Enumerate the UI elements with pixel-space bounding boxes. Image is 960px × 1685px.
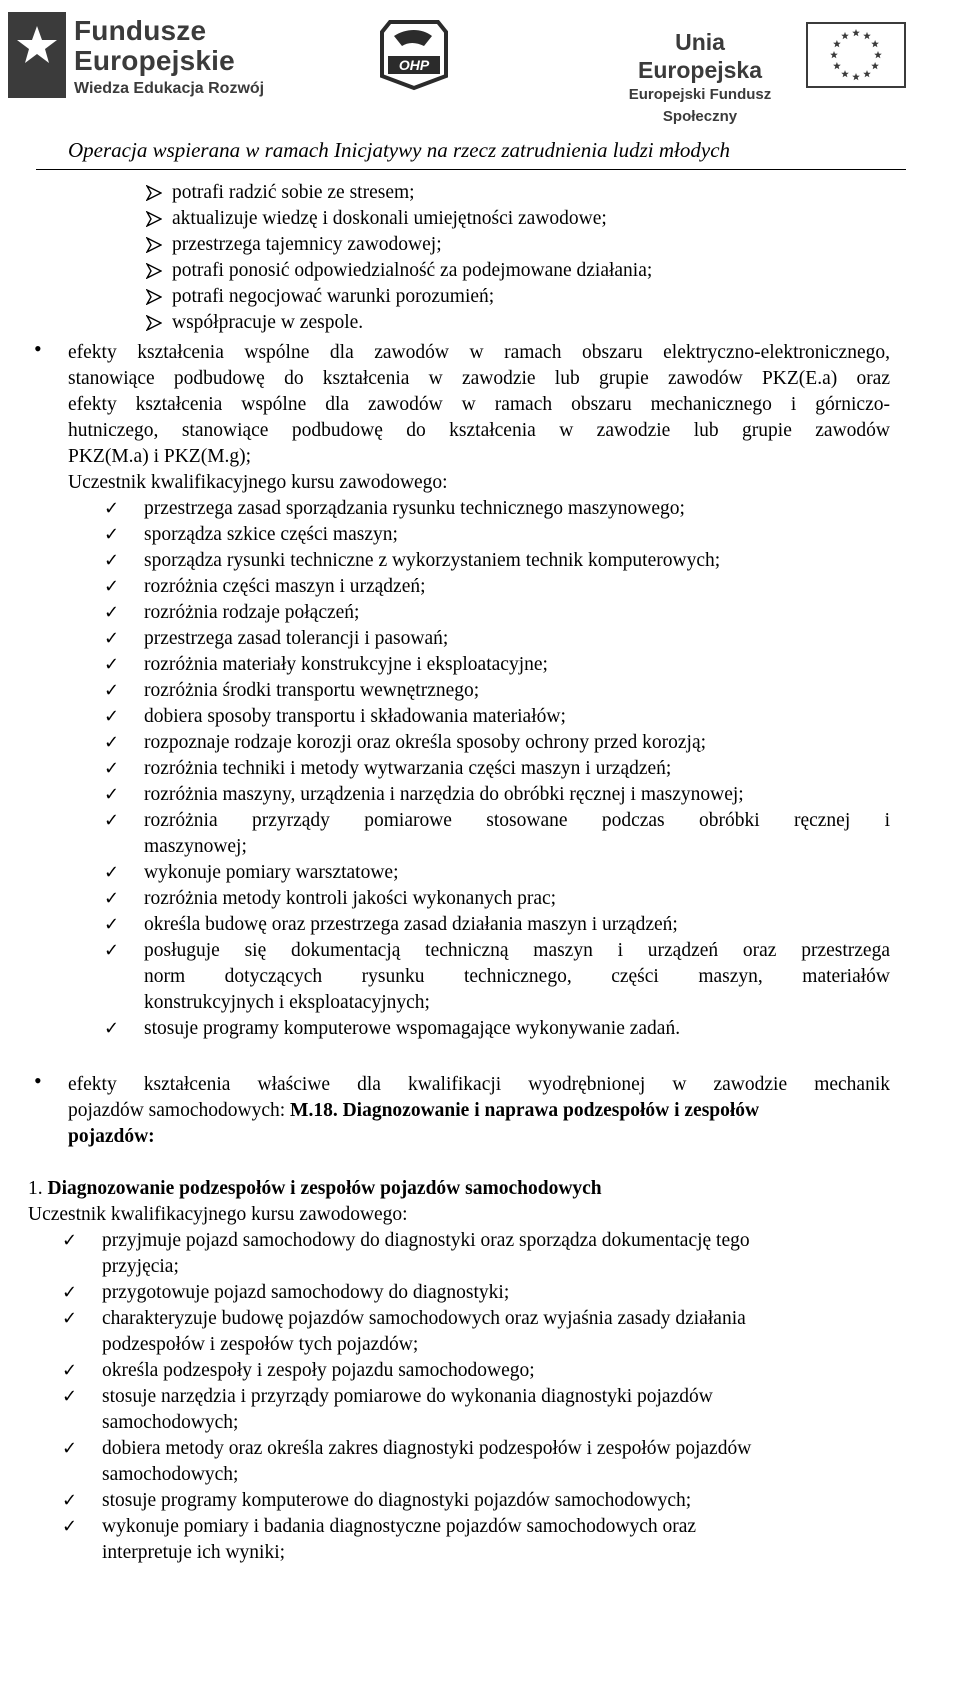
arrow-list-item: potrafi negocjować warunki porozumień; xyxy=(172,286,495,307)
checkmark-icon: ✓ xyxy=(104,1018,120,1039)
check-list-item-text: wykonuje pomiary warsztatowe; xyxy=(144,862,399,883)
bullet-dot: • xyxy=(34,1068,42,1093)
check-list-item-text: stosuje narzędzia i przyrządy pomiarowe do wykonania diagnostyki pojazdów xyxy=(102,1386,713,1407)
check-list-item-text: rozróżnia maszyny, urządzenia i narzędzia do obróbki ręcznej i maszynowej; xyxy=(144,784,744,805)
check-list-item-text: stosuje programy komputerowe wspomagające wykonywanie zadań. xyxy=(144,1018,681,1039)
check-list-item-text: przestrzega zasad sporządzania rysunku technicznego maszynowego; xyxy=(144,498,685,519)
checkmark-icon: ✓ xyxy=(104,576,120,597)
fe-logo-line1: Fundusze xyxy=(74,15,207,46)
bullet-dot: • xyxy=(34,336,42,361)
check-list-item-text: rozróżnia materiały konstrukcyjne i eksploatacyjne; xyxy=(144,654,548,675)
arrow-bullet-icon xyxy=(146,211,162,227)
checkmark-icon: ✓ xyxy=(62,1438,78,1459)
fundusze-europejskie-logo xyxy=(8,12,278,100)
arrow-bullet-icon xyxy=(146,263,162,279)
arrow-bullet-icon xyxy=(146,315,162,331)
check-list-item-text: dobiera metody oraz określa zakres diagnostyki podzespołów i zespołów pojazdów xyxy=(102,1438,752,1459)
section-number: 1. xyxy=(28,1178,48,1199)
checkmark-icon: ✓ xyxy=(62,1386,78,1407)
fe-logo-line3: Wiedza Edukacja Rozwój xyxy=(74,80,265,97)
check-list-item-text: charakteryzuje budowę pojazdów samochodowych oraz wyjaśnia zasady działania xyxy=(102,1308,746,1329)
check-list-item-text: rozróżnia metody kontroli jakości wykonanych prac; xyxy=(144,888,557,909)
ohp-logo xyxy=(376,16,452,92)
check-list-item-text: rozróżnia środki transportu wewnętrznego; xyxy=(144,680,480,701)
bullet1-text-line: stanowiące podbudowę do kształcenia w zawodzie lub grupie zawodów PKZ(E.a) oraz xyxy=(68,368,890,389)
arrow-list-item: potrafi radzić sobie ze stresem; xyxy=(172,182,415,203)
arrow-list-item: potrafi ponosić odpowiedzialność za podejmowane działania; xyxy=(172,260,653,281)
check-list-item-text: konstrukcyjnych i eksploatacyjnych; xyxy=(144,992,430,1013)
checkmark-icon: ✓ xyxy=(62,1490,78,1511)
checkmark-icon: ✓ xyxy=(104,732,120,753)
arrow-list-item: współpracuje w zespole. xyxy=(172,312,364,333)
checkmark-icon: ✓ xyxy=(104,654,120,675)
checkmark-icon: ✓ xyxy=(104,758,120,779)
check-list-item-text: maszynowej; xyxy=(144,836,247,857)
checkmark-icon: ✓ xyxy=(62,1360,78,1381)
section-title: Diagnozowanie podzespołów i zespołów pojazdów samochodowych xyxy=(47,1178,602,1199)
check-list-item-text: przygotowuje pojazd samochodowy do diagnostyki; xyxy=(102,1282,510,1303)
check-list-item-text: przestrzega zasad tolerancji i pasowań; xyxy=(144,628,449,649)
bullet1-text-line: PKZ(M.a) i PKZ(M.g); xyxy=(68,446,252,467)
check-list-item-text: rozróżnia części maszyn i urządzeń; xyxy=(144,576,426,597)
checkmark-icon: ✓ xyxy=(104,680,120,701)
checkmark-icon: ✓ xyxy=(104,940,120,961)
checkmark-icon: ✓ xyxy=(104,810,120,831)
bullet1-text-line: efekty kształcenia wspólne dla zawodów w ramach obszaru mechanicznego i górniczo- xyxy=(68,394,890,415)
checkmark-icon: ✓ xyxy=(104,602,120,623)
bullet2-text-line: efekty kształcenia właściwe dla kwalifikacji wyodrębnionej w zawodzie mechanik xyxy=(68,1074,890,1095)
checkmark-icon: ✓ xyxy=(62,1230,78,1251)
check-list-item-text: rozróżnia rodzaje połączeń; xyxy=(144,602,360,623)
check-list-item-text: rozróżnia techniki i metody wytwarzania części maszyn i urządzeń; xyxy=(144,758,672,779)
check-list-item-text: samochodowych; xyxy=(102,1464,239,1485)
eu-logo-line1: Unia Europejska xyxy=(638,29,762,83)
check-list-item-text: przyjmuje pojazd samochodowy do diagnostyki oraz sporządza dokumentację tego xyxy=(102,1230,750,1251)
checkmark-icon: ✓ xyxy=(104,888,120,909)
check-list-item-text: przyjęcia; xyxy=(102,1256,179,1277)
bullet2-text-line xyxy=(68,1098,759,1124)
check-list-item-text: rozpoznaje rodzaje korozji oraz określa sposoby ochrony przed korozją; xyxy=(144,732,707,753)
checkmark-icon: ✓ xyxy=(104,914,120,935)
check-list-item-text: sporządza rysunki techniczne z wykorzystaniem technik komputerowych; xyxy=(144,550,721,571)
check-list-item-text: posługuje się dokumentacją techniczną maszyn i urządzeń oraz przestrzega xyxy=(144,940,890,961)
check-list-item-text: dobiera sposoby transportu i składowania materiałów; xyxy=(144,706,566,727)
unia-europejska-logo xyxy=(610,22,920,125)
qualification-title: M.18. Diagnozowanie i naprawa podzespołów i zespołów xyxy=(290,1100,760,1121)
checkmark-icon: ✓ xyxy=(104,524,120,545)
checkmark-icon: ✓ xyxy=(62,1282,78,1303)
checkmark-icon: ✓ xyxy=(62,1308,78,1329)
check-list-item-text: wykonuje pomiary i badania diagnostyczne pojazdów samochodowych oraz xyxy=(102,1516,697,1537)
checkmark-icon: ✓ xyxy=(104,784,120,805)
bullet2-plain-text: pojazdów samochodowych: xyxy=(68,1100,291,1121)
participant-label: Uczestnik kwalifikacyjnego kursu zawodowego: xyxy=(68,472,448,493)
header-tagline: Operacja wspierana w ramach Inicjatywy na rzecz zatrudnienia ludzi młodych xyxy=(68,138,731,162)
participant-label: Uczestnik kwalifikacyjnego kursu zawodowego: xyxy=(28,1204,408,1225)
checkmark-icon: ✓ xyxy=(104,862,120,883)
bullet1-text-line: efekty kształcenia wspólne dla zawodów w ramach obszaru elektryczno-elektronicznego, xyxy=(68,342,890,363)
check-list-item-text: samochodowych; xyxy=(102,1412,239,1433)
eu-flag-icon xyxy=(806,22,906,88)
fe-logo-line2: Europejskie xyxy=(74,45,235,76)
check-list-item-text: rozróżnia przyrządy pomiarowe stosowane podczas obróbki ręcznej i xyxy=(144,810,890,831)
checkmark-icon: ✓ xyxy=(104,550,120,571)
check-list-item-text: określa podzespoły i zespoły pojazdu samochodowego; xyxy=(102,1360,535,1381)
ohp-logo-text: OHP xyxy=(398,57,430,73)
checkmark-icon: ✓ xyxy=(104,628,120,649)
check-list-item-text: interpretuje ich wyniki; xyxy=(102,1542,286,1563)
arrow-list-item: przestrzega tajemnicy zawodowej; xyxy=(172,234,442,255)
checkmark-icon: ✓ xyxy=(104,706,120,727)
page-header-rule xyxy=(36,137,906,170)
check-list-item-text: sporządza szkice części maszyn; xyxy=(144,524,398,545)
qualification-title-cont: pojazdów: xyxy=(68,1126,155,1147)
check-list-item-text: podzespołów i zespołów tych pojazdów; xyxy=(102,1334,419,1355)
checkmark-icon: ✓ xyxy=(62,1516,78,1537)
arrow-bullet-icon xyxy=(146,289,162,305)
arrow-bullet-icon xyxy=(146,237,162,253)
bullet2-text-line xyxy=(68,1124,155,1150)
check-list-item-text: stosuje programy komputerowe do diagnostyki pojazdów samochodowych; xyxy=(102,1490,692,1511)
eu-logo-line2: Europejski Fundusz Społeczny xyxy=(628,86,772,125)
check-list-item-text: określa budowę oraz przestrzega zasad działania maszyn i urządzeń; xyxy=(144,914,678,935)
arrow-list-item: aktualizuje wiedzę i doskonali umiejętności zawodowe; xyxy=(172,208,607,229)
bullet1-text-line: hutniczego, stanowiące podbudowę do kształcenia w zawodzie lub grupie zawodów xyxy=(68,420,890,441)
checkmark-icon: ✓ xyxy=(104,498,120,519)
fe-star-icon xyxy=(8,12,66,98)
check-list-item-text: norm dotyczących rysunku technicznego, części maszyn, materiałów xyxy=(144,966,890,987)
section-heading xyxy=(28,1176,602,1202)
arrow-bullet-icon xyxy=(146,185,162,201)
